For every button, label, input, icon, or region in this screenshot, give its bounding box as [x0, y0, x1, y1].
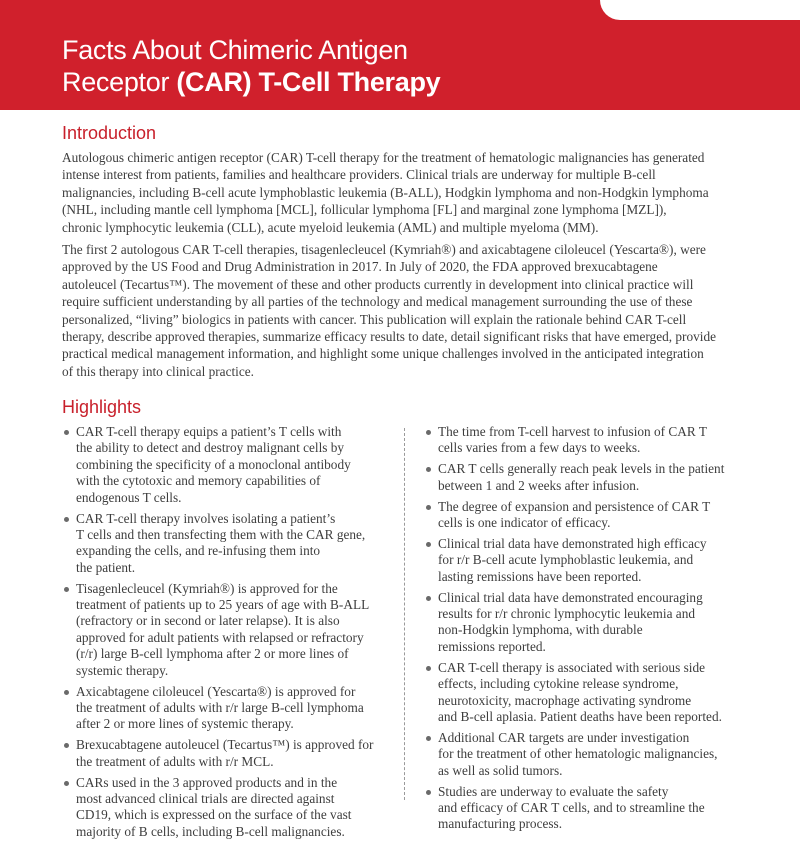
- highlight-text-line: non-Hodgkin lymphoma, with durable: [438, 622, 643, 638]
- highlight-text-line: and B-cell aplasia. Patient deaths have been reported.: [438, 709, 722, 724]
- introduction-paragraph-2: [62, 241, 752, 380]
- highlight-text-line: CAR T-cell therapy equips a patient’s T cells with: [76, 424, 342, 439]
- highlight-text-line: for r/r B-cell acute lymphoblastic leukemia, and: [438, 552, 694, 568]
- highlights-right-column: [424, 424, 754, 837]
- paragraph-line: The first 2 autologous CAR T-cell therapies, tisagenlecleucel (Kymriah®) and axicabtagene ciloleucel (Yescarta®), were: [62, 242, 706, 257]
- title-line-1: Facts About Chimeric Antigen: [62, 35, 408, 65]
- highlight-text-line: T cells and then transfecting them with the CAR gene,: [76, 526, 366, 542]
- highlight-text-line: Clinical trial data have demonstrated encouraging: [438, 589, 703, 605]
- highlight-text-line: cells varies from a few days to weeks.: [438, 440, 641, 456]
- highlight-bullet-item: [62, 424, 392, 506]
- highlight-text-line: after 2 or more lines of systemic therapy.: [76, 716, 294, 732]
- highlight-text-line: The time from T-cell harvest to infusion of CAR T: [438, 424, 707, 439]
- introduction-heading: Introduction: [62, 123, 157, 143]
- introduction-paragraph-1: [62, 149, 752, 236]
- highlight-text-line: the treatment of adults with r/r large B-cell lymphoma: [76, 700, 364, 715]
- highlight-text-line: (refractory or in second or later relapse). It is also: [76, 613, 340, 629]
- title-line-2: [62, 66, 440, 98]
- highlight-text-line: manufacturing process.: [438, 816, 563, 832]
- highlight-bullet-item: [62, 511, 392, 577]
- highlight-text-line: majority of B cells, including B-cell malignancies.: [76, 823, 345, 839]
- highlight-text-line: CAR T-cell therapy involves isolating a patient’s: [76, 510, 336, 526]
- paragraph-line: autoleucel (Tecartus™). The movement of these and other products currently in development into clinical practice will: [62, 276, 694, 292]
- paragraph-line: intense interest from patients, families and healthcare providers. Clinical trials are underway for multiple B-cell: [62, 167, 656, 183]
- paragraph-line: personalized, “living” biologics in patients with cancer. This publication will explain the rationale behind CAR T-cell: [62, 311, 687, 327]
- highlight-text-line: CD19, which is expressed on the surface of the vast: [76, 807, 352, 823]
- highlight-text-line: The degree of expansion and persistence of CAR T: [438, 498, 711, 514]
- highlight-bullet-item: [62, 581, 392, 679]
- highlight-text-line: CAR T-cell therapy is associated with serious side: [438, 659, 706, 675]
- paragraph-line: require sufficient understanding by all parties of the technology and medical management surrounding the use of these: [62, 294, 693, 310]
- paragraph-line: Autologous chimeric antigen receptor (CAR) T-cell therapy for the treatment of hematologic malignancies has generated: [62, 150, 705, 165]
- highlight-text-line: cells is one indicator of efficacy.: [438, 515, 611, 531]
- highlight-text-line: combining the specificity of a monoclonal antibody: [76, 456, 351, 472]
- highlight-text-line: most advanced clinical trials are directed against: [76, 791, 335, 807]
- highlight-text-line: Studies are underway to evaluate the safety: [438, 783, 669, 799]
- paragraph-line: approved by the US Food and Drug Administration in 2017. In July of 2020, the FDA approved brexucabtagene: [62, 259, 658, 275]
- highlight-text-line: with the cytotoxic and memory capabilities of: [76, 473, 321, 489]
- highlight-text-line: results for r/r chronic lymphocytic leukemia and: [438, 606, 695, 622]
- column-divider: [404, 428, 405, 800]
- highlight-text-line: for the treatment of other hematologic malignancies,: [438, 746, 718, 762]
- header-tab-cutout: [600, 0, 800, 20]
- paragraph-line: therapy, describe approved therapies, summarize efficacy results to date, detail significant risks that have emerged, provide: [62, 329, 717, 345]
- highlights-heading: Highlights: [62, 397, 142, 417]
- highlight-text-line: approved for adult patients with relapsed or refractory: [76, 629, 364, 645]
- highlight-text-line: and efficacy of CAR T cells, and to streamline the: [438, 800, 705, 816]
- highlight-text-line: systemic therapy.: [76, 662, 169, 678]
- highlight-text-line: the patient.: [76, 559, 136, 575]
- highlight-bullet-item: [62, 775, 392, 841]
- highlights-left-column: [62, 424, 392, 845]
- highlight-text-line: Brexucabtagene autoleucel (Tecartus™) is approved for: [76, 737, 374, 753]
- highlight-bullet-item: [424, 784, 754, 833]
- highlight-bullet-item: [424, 461, 754, 494]
- highlight-bullet-item: [424, 499, 754, 532]
- highlight-bullet-item: [62, 737, 392, 770]
- paragraph-line: (NHL, including mantle cell lymphoma [MCL], follicular lymphoma [FL] and marginal zone lymphoma [MZL]),: [62, 202, 667, 218]
- highlight-text-line: lasting remissions have been reported.: [438, 568, 642, 584]
- title-line-2-bold: (CAR) T-Cell Therapy: [176, 67, 441, 97]
- highlight-text-line: effects, including cytokine release syndrome,: [438, 676, 679, 692]
- highlight-bullet-item: [424, 730, 754, 779]
- highlight-text-line: CARs used in the 3 approved products and in the: [76, 774, 338, 790]
- highlight-text-line: Clinical trial data have demonstrated high efficacy: [438, 535, 707, 551]
- highlight-bullet-item: [424, 590, 754, 656]
- highlight-text-line: Axicabtagene ciloleucel (Yescarta®) is approved for: [76, 683, 356, 699]
- highlight-text-line: the ability to detect and destroy malignant cells by: [76, 440, 345, 456]
- highlight-text-line: endogenous T cells.: [76, 489, 182, 505]
- highlight-text-line: Tisagenlecleucel (Kymriah®) is approved for the: [76, 580, 338, 596]
- highlight-text-line: CAR T cells generally reach peak levels in the patient: [438, 461, 725, 477]
- highlight-bullet-item: [424, 660, 754, 726]
- highlight-bullet-item: [424, 424, 754, 457]
- paragraph-line: chronic lymphocytic leukemia (CLL), acute myeloid leukemia (AML) and multiple myeloma (MM).: [62, 219, 599, 235]
- highlight-bullet-item: [62, 684, 392, 733]
- highlight-text-line: as well as solid tumors.: [438, 762, 563, 778]
- highlight-text-line: the treatment of adults with r/r MCL.: [76, 753, 274, 769]
- paragraph-line: practical medical management information, and highlight some unique challenges involved in the anticipated integration: [62, 346, 704, 362]
- highlight-text-line: treatment of patients up to 25 years of age with B-ALL: [76, 597, 370, 613]
- highlight-text-line: Additional CAR targets are under investigation: [438, 729, 690, 745]
- highlight-bullet-item: [424, 536, 754, 585]
- paragraph-line: malignancies, including B-cell acute lymphoblastic leukemia (B-ALL), Hodgkin lymphoma and non-Hodgkin lymphoma: [62, 184, 709, 200]
- paragraph-line: of this therapy into clinical practice.: [62, 363, 254, 379]
- highlight-text-line: neurotoxicity, macrophage activating syndrome: [438, 692, 692, 708]
- highlight-text-line: (r/r) large B-cell lymphoma after 2 or more lines of: [76, 646, 349, 662]
- highlight-text-line: expanding the cells, and re-infusing them into: [76, 543, 321, 559]
- highlight-text-line: remissions reported.: [438, 638, 546, 654]
- highlight-text-line: between 1 and 2 weeks after infusion.: [438, 477, 640, 493]
- title-line-2-normal: Receptor: [62, 67, 177, 97]
